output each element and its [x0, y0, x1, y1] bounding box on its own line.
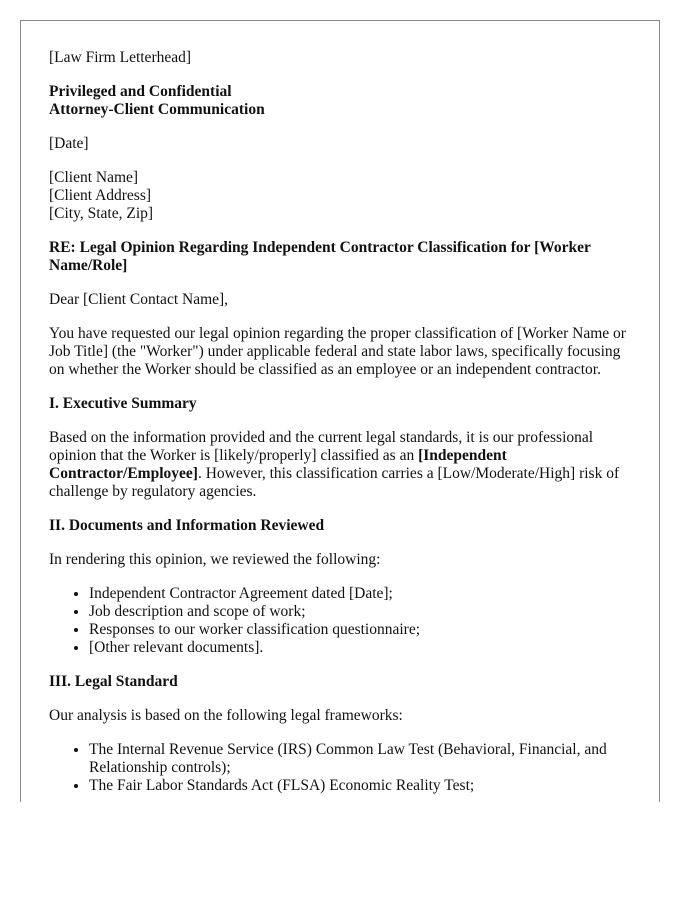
list-item: • The Fair Labor Standards Act (FLSA) Economic Reality Test;: [89, 777, 631, 795]
legal-standard-intro: Our analysis is based on the following legal frameworks:: [49, 707, 403, 724]
section-heading-executive-summary: I. Executive Summary: [49, 395, 197, 412]
re-line: RE: Legal Opinion Regarding Independent Contractor Classification for [Worker Name/Role]: [49, 239, 591, 274]
client-address: [Client Address]: [49, 187, 152, 204]
summary-text-before: Based on the information provided and the current legal standards, it is our professional opinion that the Worker is [likely/properly] classified as an: [49, 429, 594, 464]
legal-frameworks-list: [49, 741, 631, 795]
letter-date: [Date]: [49, 135, 89, 152]
salutation: Dear [Client Contact Name],: [49, 291, 229, 308]
client-name: [Client Name]: [49, 169, 139, 186]
summary-classification: [Independent Contractor/Employee]: [49, 447, 507, 482]
section-heading-documents-reviewed: II. Documents and Information Reviewed: [49, 517, 325, 534]
client-address-block: [49, 169, 631, 223]
summary-text-after: . However, this classification carries a [Low/Moderate/High] risk of challenge by regulatory agencies.: [49, 465, 620, 500]
executive-summary-paragraph: [49, 429, 631, 501]
letter-page: [20, 20, 660, 802]
confidential-notice: [49, 83, 631, 119]
documents-list: [49, 585, 631, 657]
confidential-line-2: Attorney-Client Communication: [49, 101, 265, 118]
documents-intro: In rendering this opinion, we reviewed the following:: [49, 551, 381, 568]
section-heading-legal-standard: III. Legal Standard: [49, 673, 178, 690]
list-item: • Independent Contractor Agreement dated [Date];: [89, 585, 631, 603]
confidential-line-1: Privileged and Confidential: [49, 83, 232, 100]
list-item: • Responses to our worker classification questionnaire;: [89, 621, 631, 639]
letter-content: [49, 49, 631, 802]
intro-paragraph: You have requested our legal opinion regarding the proper classification of [Worker Name or Job Title] (the "Worker") under applicable federal and state labor laws, specifically focusing on whether the Worker should be classified as an employee or an independent contractor.: [49, 325, 626, 378]
client-city: [City, State, Zip]: [49, 205, 154, 222]
list-item: • Job description and scope of work;: [89, 603, 631, 621]
list-item: • [Other relevant documents].: [89, 639, 631, 657]
list-item: • The Internal Revenue Service (IRS) Common Law Test (Behavioral, Financial, and Relationship controls);: [89, 741, 631, 777]
letterhead: [Law Firm Letterhead]: [49, 49, 192, 66]
